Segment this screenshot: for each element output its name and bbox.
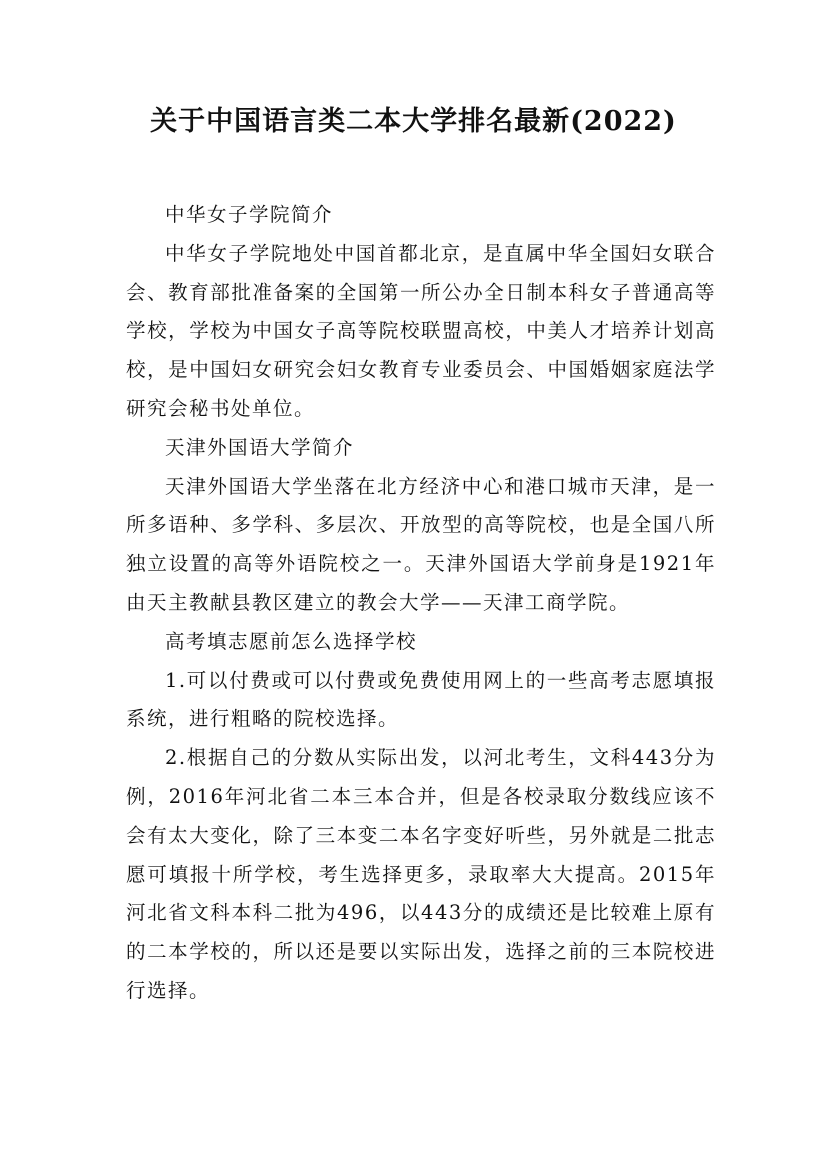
document-title: 关于中国语言类二本大学排名最新(2022) [150,106,677,137]
section-heading: 中华女子学院简介 [165,203,334,226]
section-heading: 天津外国语大学简介 [165,435,355,459]
paragraph: 2.根据自己的分数从实际出发，以河北考生，文科443分为例，2016年河北省二本三本合并，但是各校录取分数线应该不会有太大变化，除了三本变二本名字变好听些，另外就是二批志愿可填报十所学校，考生选择更多，录取率大大提高。2015年河北省文科本科二批为496，以443分的成绩还是比较难上原有的二本学校的，所以还是要以实际出发，选择之前的三本院校进行选择。 [126,746,716,1002]
section-heading: 高考填志愿前怎么选择学校 [165,629,418,653]
section-cwu-intro [126,196,716,429]
document-body [126,196,716,1011]
paragraph: 中华女子学院地处中国首都北京，是直属中华全国妇女联合会、教育部批准备案的全国第一所公办全日制本科女子普通高等学校，学校为中国女子高等院校联盟高校，中美人才培养计划高校，是中国妇女研究会妇女教育专业委员会、中国婚姻家庭法学研究会秘书处单位。 [126,241,716,420]
section-choose-school [126,623,716,1011]
paragraph: 1.可以付费或可以付费或免费使用网上的一些高考志愿填报系统，进行粗略的院校选择。 [126,668,716,731]
paragraph: 天津外国语大学坐落在北方经济中心和港口城市天津，是一所多语种、多学科、多层次、开放型的高等院校，也是全国八所独立设置的高等外语院校之一。天津外国语大学前身是1921年由天主教献县教区建立的教会大学——天津工商学院。 [126,474,716,614]
section-tfsu-intro [126,429,716,623]
